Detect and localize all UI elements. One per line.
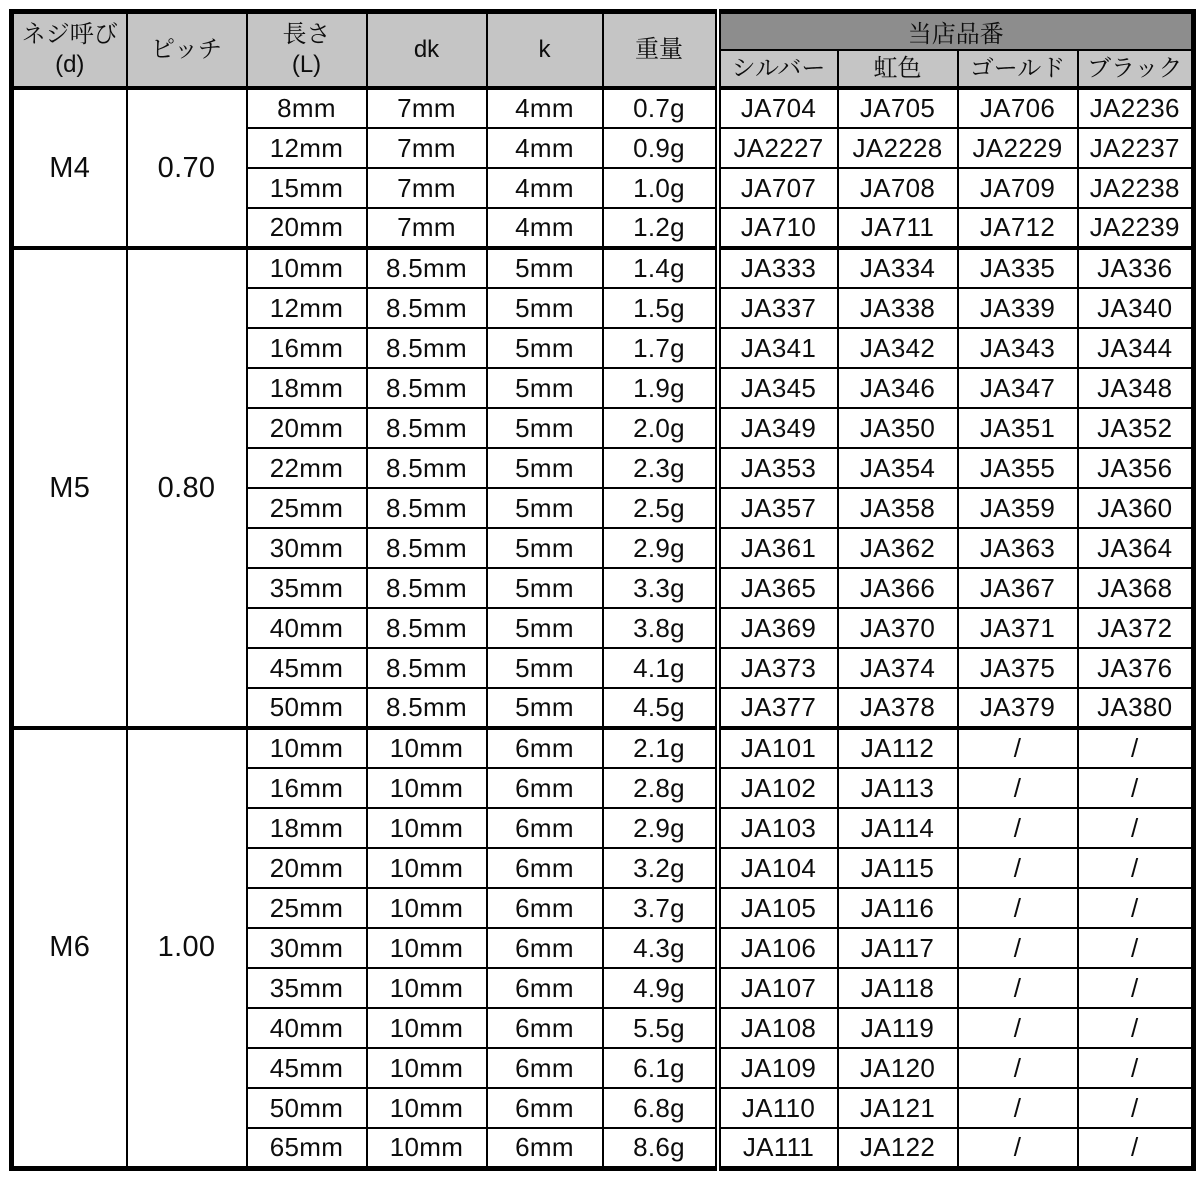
cell-code-rainbow: JA113 [838,768,958,808]
cell-pitch: 0.70 [127,88,247,248]
cell-k: 4mm [487,88,603,128]
cell-dk: 10mm [367,768,487,808]
cell-k: 6mm [487,888,603,928]
cell-length: 30mm [247,928,367,968]
cell-length: 10mm [247,248,367,288]
header-screw-size-line1: ネジ呼び [21,21,118,48]
cell-code-gold: JA343 [958,328,1078,368]
header-pitch: ピッチ [127,12,247,89]
cell-code-black: JA372 [1078,608,1194,648]
cell-weight: 0.9g [603,128,718,168]
cell-dk: 7mm [367,208,487,248]
cell-dk: 8.5mm [367,608,487,648]
cell-code-black: JA356 [1078,448,1194,488]
cell-code-silver: JA373 [718,648,838,688]
cell-code-silver: JA110 [718,1088,838,1128]
cell-k: 5mm [487,568,603,608]
cell-code-gold: / [958,928,1078,968]
cell-code-rainbow: JA114 [838,808,958,848]
cell-dk: 10mm [367,1008,487,1048]
cell-length: 50mm [247,1088,367,1128]
cell-dk: 10mm [367,888,487,928]
cell-code-black: JA352 [1078,408,1194,448]
cell-code-black: / [1078,768,1194,808]
cell-code-silver: JA345 [718,368,838,408]
cell-code-silver: JA710 [718,208,838,248]
cell-weight: 2.9g [603,808,718,848]
cell-size: M4 [12,88,127,248]
cell-code-rainbow: JA120 [838,1048,958,1088]
header-screw-size-line2: (d) [55,51,85,78]
cell-k: 6mm [487,1128,603,1168]
cell-length: 45mm [247,1048,367,1088]
cell-dk: 10mm [367,1128,487,1168]
cell-k: 5mm [487,648,603,688]
cell-code-silver: JA106 [718,928,838,968]
cell-k: 6mm [487,1048,603,1088]
cell-code-gold: JA371 [958,608,1078,648]
cell-code-silver: JA102 [718,768,838,808]
cell-k: 6mm [487,1008,603,1048]
cell-code-black: / [1078,808,1194,848]
cell-k: 5mm [487,488,603,528]
cell-length: 16mm [247,328,367,368]
cell-code-silver: JA707 [718,168,838,208]
cell-code-black: JA344 [1078,328,1194,368]
cell-code-black: / [1078,728,1194,768]
table-body [12,88,1194,1168]
cell-code-rainbow: JA358 [838,488,958,528]
cell-weight: 2.5g [603,488,718,528]
cell-code-silver: JA704 [718,88,838,128]
cell-k: 5mm [487,408,603,448]
cell-code-rainbow: JA116 [838,888,958,928]
cell-length: 20mm [247,848,367,888]
cell-weight: 2.9g [603,528,718,568]
cell-code-black: / [1078,1008,1194,1048]
cell-code-rainbow: JA342 [838,328,958,368]
cell-weight: 4.5g [603,688,718,728]
header-length-line2: (L) [291,51,322,78]
cell-length: 12mm [247,128,367,168]
cell-code-gold: JA335 [958,248,1078,288]
cell-k: 6mm [487,728,603,768]
cell-code-silver: JA341 [718,328,838,368]
cell-length: 8mm [247,88,367,128]
cell-code-silver: JA369 [718,608,838,648]
cell-code-silver: JA107 [718,968,838,1008]
table-row [12,728,1194,768]
cell-k: 5mm [487,288,603,328]
cell-code-rainbow: JA374 [838,648,958,688]
cell-code-black: / [1078,968,1194,1008]
cell-k: 6mm [487,808,603,848]
cell-code-gold: / [958,728,1078,768]
cell-dk: 8.5mm [367,448,487,488]
cell-length: 30mm [247,528,367,568]
cell-k: 5mm [487,608,603,648]
cell-code-black: JA364 [1078,528,1194,568]
cell-k: 5mm [487,688,603,728]
cell-weight: 4.1g [603,648,718,688]
cell-code-gold: JA351 [958,408,1078,448]
cell-weight: 2.0g [603,408,718,448]
header-weight: 重量 [603,12,718,89]
cell-dk: 8.5mm [367,368,487,408]
cell-code-silver: JA337 [718,288,838,328]
cell-code-black: JA2237 [1078,128,1194,168]
cell-code-gold: / [958,1048,1078,1088]
cell-weight: 2.3g [603,448,718,488]
cell-length: 20mm [247,408,367,448]
header-variant-gold: ゴールド [958,50,1078,88]
cell-code-black: / [1078,848,1194,888]
cell-weight: 3.7g [603,888,718,928]
cell-code-gold: JA375 [958,648,1078,688]
cell-code-black: JA376 [1078,648,1194,688]
cell-code-gold: JA347 [958,368,1078,408]
cell-code-rainbow: JA2228 [838,128,958,168]
cell-code-black: JA348 [1078,368,1194,408]
cell-code-rainbow: JA346 [838,368,958,408]
cell-code-gold: / [958,968,1078,1008]
cell-code-silver: JA2227 [718,128,838,168]
cell-size: M6 [12,728,127,1168]
header-variant-rainbow: 虹色 [838,50,958,88]
header-dk: dk [367,12,487,89]
cell-weight: 4.9g [603,968,718,1008]
cell-k: 6mm [487,768,603,808]
cell-dk: 8.5mm [367,528,487,568]
cell-length: 40mm [247,608,367,648]
cell-code-silver: JA101 [718,728,838,768]
cell-length: 35mm [247,968,367,1008]
cell-dk: 7mm [367,168,487,208]
cell-dk: 8.5mm [367,328,487,368]
cell-code-gold: JA2229 [958,128,1078,168]
cell-pitch: 1.00 [127,728,247,1168]
cell-code-rainbow: JA119 [838,1008,958,1048]
cell-code-silver: JA103 [718,808,838,848]
cell-code-gold: JA367 [958,568,1078,608]
cell-code-black: JA340 [1078,288,1194,328]
cell-code-gold: / [958,888,1078,928]
cell-code-rainbow: JA334 [838,248,958,288]
cell-weight: 6.8g [603,1088,718,1128]
cell-code-black: / [1078,928,1194,968]
cell-code-silver: JA105 [718,888,838,928]
cell-k: 6mm [487,848,603,888]
cell-code-rainbow: JA117 [838,928,958,968]
cell-code-gold: JA359 [958,488,1078,528]
cell-code-black: / [1078,1088,1194,1128]
cell-weight: 0.7g [603,88,718,128]
cell-code-silver: JA108 [718,1008,838,1048]
cell-length: 50mm [247,688,367,728]
cell-code-silver: JA361 [718,528,838,568]
cell-code-rainbow: JA350 [838,408,958,448]
cell-length: 25mm [247,888,367,928]
cell-code-gold: / [958,1088,1078,1128]
cell-code-silver: JA109 [718,1048,838,1088]
cell-weight: 3.2g [603,848,718,888]
cell-length: 65mm [247,1128,367,1168]
cell-k: 4mm [487,168,603,208]
cell-code-gold: JA709 [958,168,1078,208]
cell-code-black: / [1078,1128,1194,1168]
cell-weight: 1.9g [603,368,718,408]
cell-pitch: 0.80 [127,248,247,728]
cell-weight: 1.0g [603,168,718,208]
cell-code-gold: / [958,808,1078,848]
cell-code-rainbow: JA354 [838,448,958,488]
cell-length: 22mm [247,448,367,488]
cell-weight: 2.8g [603,768,718,808]
cell-weight: 1.4g [603,248,718,288]
header-variant-silver: シルバー [718,50,838,88]
cell-code-gold: JA712 [958,208,1078,248]
cell-size: M5 [12,248,127,728]
cell-code-rainbow: JA121 [838,1088,958,1128]
cell-code-gold: JA355 [958,448,1078,488]
cell-length: 40mm [247,1008,367,1048]
cell-dk: 8.5mm [367,688,487,728]
cell-k: 5mm [487,368,603,408]
cell-length: 45mm [247,648,367,688]
cell-length: 35mm [247,568,367,608]
cell-k: 6mm [487,968,603,1008]
cell-code-gold: JA706 [958,88,1078,128]
header-length [247,12,367,89]
cell-code-black: JA2239 [1078,208,1194,248]
cell-length: 12mm [247,288,367,328]
cell-code-gold: JA363 [958,528,1078,568]
cell-code-rainbow: JA112 [838,728,958,768]
cell-dk: 8.5mm [367,488,487,528]
cell-code-rainbow: JA378 [838,688,958,728]
cell-k: 5mm [487,248,603,288]
cell-dk: 8.5mm [367,648,487,688]
cell-code-gold: / [958,768,1078,808]
cell-code-black: JA380 [1078,688,1194,728]
cell-code-silver: JA365 [718,568,838,608]
cell-code-silver: JA377 [718,688,838,728]
cell-dk: 10mm [367,808,487,848]
cell-code-rainbow: JA122 [838,1128,958,1168]
cell-length: 20mm [247,208,367,248]
cell-code-rainbow: JA708 [838,168,958,208]
cell-weight: 4.3g [603,928,718,968]
cell-code-gold: / [958,1128,1078,1168]
header-k: k [487,12,603,89]
cell-weight: 2.1g [603,728,718,768]
cell-code-rainbow: JA118 [838,968,958,1008]
cell-code-rainbow: JA366 [838,568,958,608]
cell-length: 10mm [247,728,367,768]
cell-dk: 10mm [367,968,487,1008]
cell-weight: 5.5g [603,1008,718,1048]
cell-code-rainbow: JA705 [838,88,958,128]
cell-weight: 1.5g [603,288,718,328]
table-row [12,88,1194,128]
header-row-top [12,12,1194,51]
header-length-line1: 長さ [282,21,331,48]
cell-dk: 8.5mm [367,568,487,608]
cell-code-black: JA368 [1078,568,1194,608]
cell-code-black: JA2238 [1078,168,1194,208]
cell-code-silver: JA357 [718,488,838,528]
cell-length: 16mm [247,768,367,808]
cell-length: 18mm [247,808,367,848]
cell-k: 6mm [487,928,603,968]
cell-code-silver: JA111 [718,1128,838,1168]
cell-dk: 10mm [367,1048,487,1088]
cell-code-gold: / [958,1008,1078,1048]
cell-code-rainbow: JA711 [838,208,958,248]
cell-k: 5mm [487,528,603,568]
cell-code-black: JA2236 [1078,88,1194,128]
cell-dk: 7mm [367,128,487,168]
cell-k: 4mm [487,208,603,248]
cell-length: 25mm [247,488,367,528]
cell-weight: 3.3g [603,568,718,608]
cell-code-rainbow: JA338 [838,288,958,328]
cell-weight: 1.2g [603,208,718,248]
cell-code-gold: JA339 [958,288,1078,328]
header-shop-code: 当店品番 [718,12,1194,51]
cell-code-silver: JA349 [718,408,838,448]
cell-code-gold: / [958,848,1078,888]
cell-code-rainbow: JA115 [838,848,958,888]
cell-code-black: JA360 [1078,488,1194,528]
cell-dk: 10mm [367,728,487,768]
cell-weight: 6.1g [603,1048,718,1088]
cell-dk: 10mm [367,848,487,888]
cell-code-black: / [1078,1048,1194,1088]
cell-length: 15mm [247,168,367,208]
cell-k: 4mm [487,128,603,168]
cell-dk: 8.5mm [367,408,487,448]
cell-weight: 8.6g [603,1128,718,1168]
cell-code-black: JA336 [1078,248,1194,288]
cell-k: 6mm [487,1088,603,1128]
cell-code-silver: JA333 [718,248,838,288]
cell-code-silver: JA353 [718,448,838,488]
cell-dk: 10mm [367,928,487,968]
cell-code-rainbow: JA370 [838,608,958,648]
cell-weight: 3.8g [603,608,718,648]
table-header [12,12,1194,89]
cell-length: 18mm [247,368,367,408]
cell-dk: 8.5mm [367,248,487,288]
cell-dk: 7mm [367,88,487,128]
cell-code-silver: JA104 [718,848,838,888]
cell-k: 5mm [487,328,603,368]
cell-code-black: / [1078,888,1194,928]
cell-dk: 10mm [367,1088,487,1128]
cell-k: 5mm [487,448,603,488]
header-screw-size [12,12,127,89]
header-variant-black: ブラック [1078,50,1194,88]
cell-dk: 8.5mm [367,288,487,328]
cell-weight: 1.7g [603,328,718,368]
screw-spec-table [9,9,1196,1171]
cell-code-rainbow: JA362 [838,528,958,568]
table-row [12,248,1194,288]
cell-code-gold: JA379 [958,688,1078,728]
